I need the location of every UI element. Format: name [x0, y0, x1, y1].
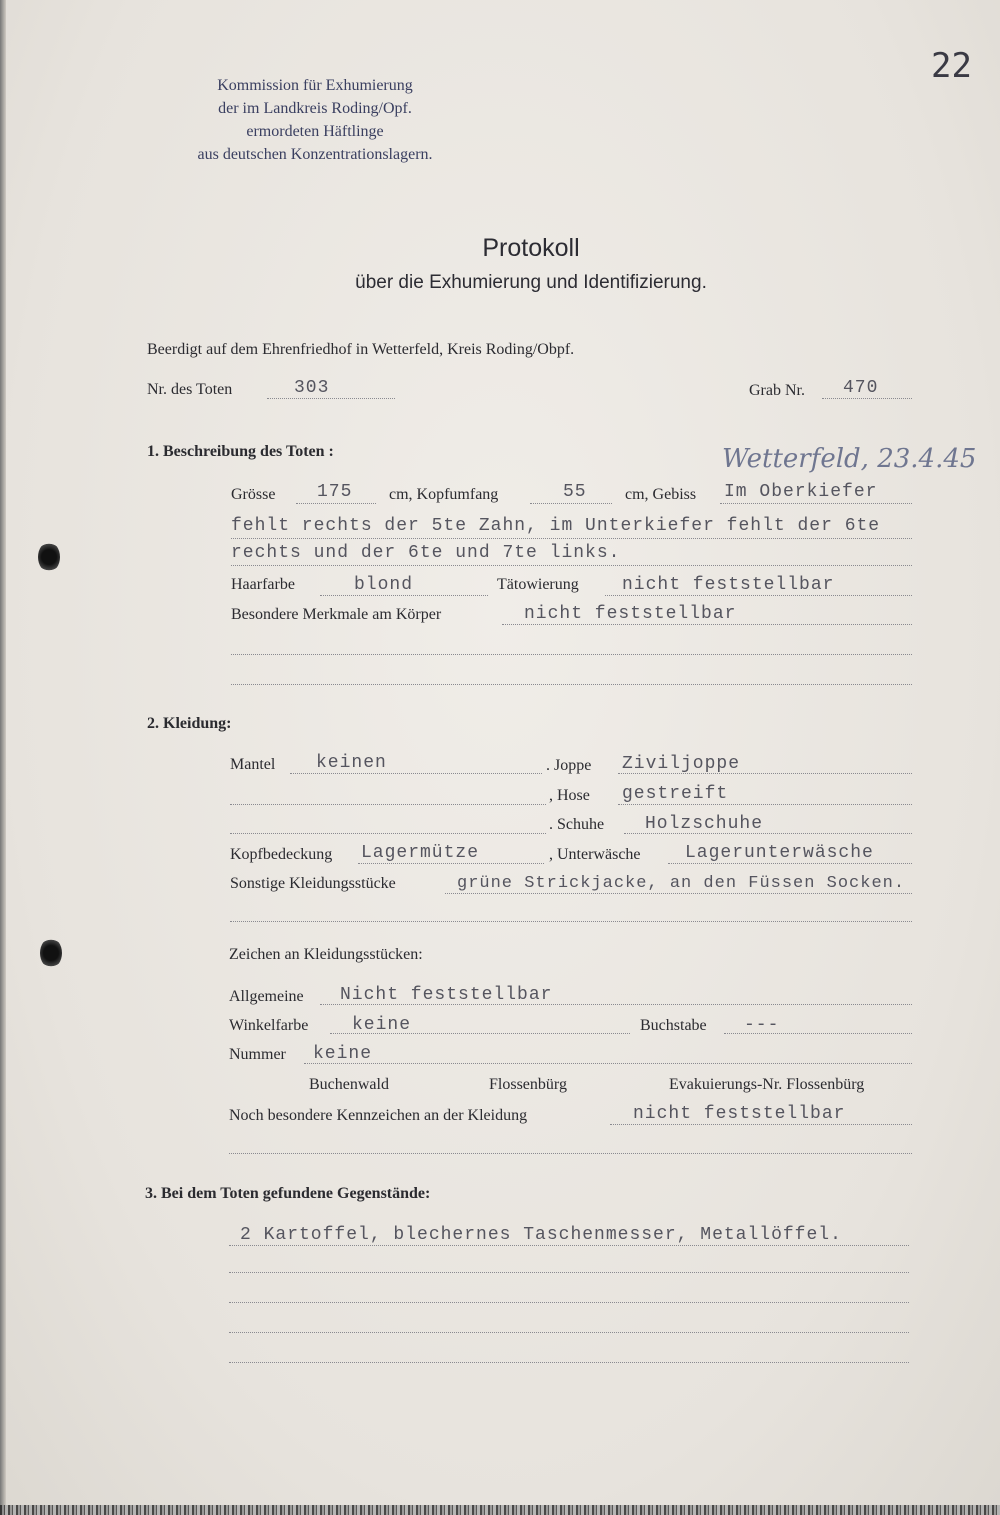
- page-number: 22: [931, 46, 972, 86]
- height-label: Grösse: [231, 486, 276, 503]
- commission-line: Kommission für Exhumierung: [217, 77, 413, 94]
- teeth-value-3: rechts und der 6te und 7te links.: [231, 543, 621, 563]
- dotted-fill-line: [230, 804, 546, 805]
- dotted-fill-line: [230, 921, 912, 922]
- section-1-heading: 1. Beschreibung des Toten :: [147, 443, 334, 460]
- dotted-fill-line: [267, 398, 395, 399]
- camp-flossenbuerg: Flossenbürg: [489, 1076, 567, 1093]
- dotted-fill-line: [231, 538, 912, 539]
- dotted-fill-line: [229, 1332, 909, 1333]
- dotted-fill-line: [605, 595, 912, 596]
- dotted-fill-line: [229, 1362, 909, 1363]
- dotted-fill-line: [304, 1063, 912, 1064]
- punch-hole-icon: [38, 542, 60, 572]
- commission-line: der im Landkreis Roding/Opf.: [218, 100, 412, 117]
- coat-label: Mantel: [230, 756, 276, 773]
- camp-buchenwald: Buchenwald: [309, 1076, 389, 1093]
- dotted-fill-line: [290, 773, 542, 774]
- burial-line: Beerdigt auf dem Ehrenfriedhof in Wetterfeld, Kreis Roding/Obpf.: [147, 341, 575, 358]
- cm-head-label: cm, Kopfumfang: [389, 486, 499, 503]
- dotted-fill-line: [320, 595, 488, 596]
- shoes-label: . Schuhe: [549, 816, 605, 833]
- scan-edge-bottom: [0, 1505, 1000, 1515]
- dotted-fill-line: [229, 1272, 909, 1273]
- dotted-fill-line: [229, 1245, 909, 1246]
- general-label: Allgemeine: [229, 988, 304, 1005]
- dotted-fill-line: [530, 503, 612, 504]
- other-clothing-label: Sonstige Kleidungsstücke: [230, 875, 396, 892]
- head-circumference-value: 55: [563, 482, 587, 502]
- height-value: 175: [317, 482, 353, 502]
- number-value: keine: [313, 1044, 373, 1064]
- dotted-fill-line: [618, 804, 912, 805]
- punch-hole-icon: [40, 938, 62, 968]
- number-label: Nummer: [229, 1046, 286, 1063]
- commission-line: aus deutschen Konzentrationslagern.: [197, 146, 433, 163]
- tattoo-label: Tätowierung: [497, 576, 579, 593]
- found-items-value: 2 Kartoffel, blechernes Taschenmesser, Metallöffel.: [240, 1225, 842, 1245]
- evacuation-number-label: Evakuierungs-Nr. Flossenbürg: [669, 1076, 865, 1093]
- dotted-fill-line: [822, 398, 912, 399]
- shoes-value: Holzschuhe: [645, 814, 764, 834]
- commission-line: ermordeten Häftlinge: [246, 123, 384, 140]
- trousers-value: gestreift: [622, 784, 729, 804]
- clothing-signs-label: Zeichen an Kleidungsstücken:: [229, 946, 423, 963]
- grave-label: Grab Nr.: [749, 382, 805, 399]
- dotted-fill-line: [502, 624, 912, 625]
- teeth-label: cm, Gebiss: [625, 486, 697, 503]
- dotted-fill-line: [231, 565, 912, 566]
- special-marks-value: nicht feststellbar: [633, 1104, 846, 1124]
- angle-color-label: Winkelfarbe: [229, 1017, 309, 1034]
- dotted-fill-line: [445, 893, 912, 894]
- headwear-label: Kopfbedeckung: [230, 846, 333, 863]
- dead-number-label: Nr. des Toten: [147, 381, 233, 398]
- general-value: Nicht feststellbar: [340, 985, 553, 1005]
- dotted-fill-line: [230, 833, 546, 834]
- section-2-heading: 2. Kleidung:: [147, 715, 232, 732]
- tattoo-value: nicht feststellbar: [622, 575, 835, 595]
- commission-header: [150, 74, 480, 166]
- teeth-value-1: Im Oberkiefer: [724, 482, 878, 502]
- letter-label: Buchstabe: [640, 1017, 707, 1034]
- dotted-fill-line: [296, 503, 376, 504]
- letter-value: ---: [744, 1015, 780, 1035]
- other-clothing-value: grüne Strickjacke, an den Füssen Socken.: [457, 874, 906, 893]
- dotted-fill-line: [610, 1124, 912, 1125]
- trousers-label: , Hose: [549, 787, 590, 804]
- underwear-value: Lagerunterwäsche: [685, 843, 874, 863]
- handwritten-note: Wetterfeld, 23.4.45: [722, 444, 977, 474]
- dotted-fill-line: [231, 654, 912, 655]
- marks-value: nicht feststellbar: [524, 604, 737, 624]
- document-title: Protokoll: [482, 234, 580, 262]
- marks-label: Besondere Merkmale am Körper: [231, 606, 442, 623]
- section-3-heading: 3. Bei dem Toten gefundene Gegenstände:: [145, 1185, 431, 1202]
- coat-value: keinen: [316, 753, 387, 773]
- dead-number-value: 303: [294, 378, 330, 398]
- dotted-fill-line: [720, 503, 912, 504]
- dotted-fill-line: [229, 1153, 912, 1154]
- grave-number-value: 470: [843, 378, 879, 398]
- dotted-fill-line: [231, 684, 912, 685]
- angle-color-value: keine: [352, 1015, 412, 1035]
- scan-edge-left: [0, 0, 6, 1515]
- headwear-value: Lagermütze: [361, 843, 480, 863]
- teeth-value-2: fehlt rechts der 5te Zahn, im Unterkiefer fehlt der 6te: [231, 516, 881, 536]
- underwear-label: , Unterwäsche: [549, 846, 641, 863]
- document-subtitle: über die Exhumierung und Identifizierung.: [355, 272, 707, 293]
- special-marks-label: Noch besondere Kennzeichen an der Kleidung: [229, 1107, 528, 1124]
- dotted-fill-line: [229, 1302, 909, 1303]
- jacket-label: . Joppe: [546, 757, 592, 774]
- dotted-fill-line: [358, 863, 544, 864]
- jacket-value: Ziviljoppe: [622, 754, 741, 774]
- hair-label: Haarfarbe: [231, 576, 295, 593]
- dotted-fill-line: [668, 863, 912, 864]
- hair-value: blond: [354, 575, 414, 595]
